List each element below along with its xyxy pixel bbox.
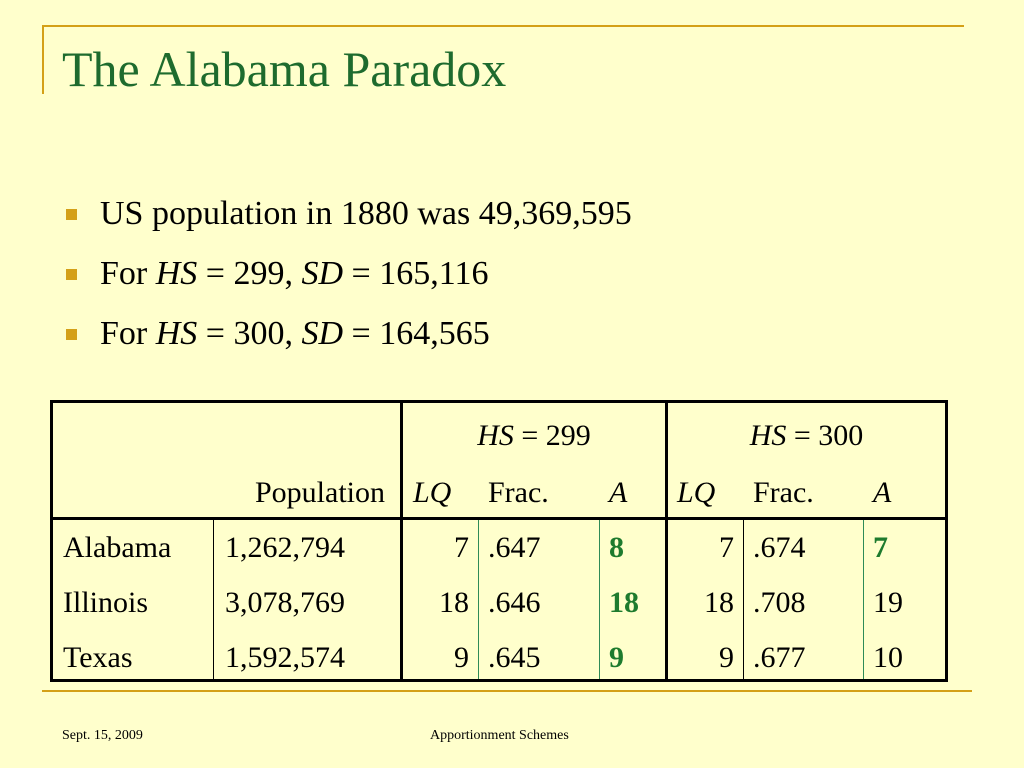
- cell-population: 1,262,794: [225, 531, 345, 564]
- cell-state: Texas: [63, 641, 133, 674]
- footer-rule: [42, 690, 972, 692]
- cell-a-highlight: 18: [609, 586, 639, 619]
- cell-population: 3,078,769: [225, 586, 345, 619]
- cell-a-highlight: 8: [609, 531, 624, 564]
- cell-population: 1,592,574: [225, 641, 345, 674]
- column-divider: [599, 520, 600, 679]
- bullet-item: [66, 250, 632, 310]
- header-population: Population: [254, 476, 385, 509]
- bullet-text-part: = 299,: [197, 255, 302, 292]
- header-lq: LQ: [677, 476, 716, 509]
- bullet-text: US population in 1880 was 49,369,595: [100, 195, 632, 232]
- bullet-square-icon: [66, 209, 77, 220]
- bullet-text-part: For: [100, 315, 156, 352]
- cell-lq: 18: [439, 586, 469, 619]
- bullet-text-part: = 300,: [197, 315, 302, 352]
- top-rule: [42, 25, 964, 27]
- cell-frac: .646: [488, 586, 541, 619]
- bullet-square-icon: [66, 269, 77, 280]
- cell-lq: 9: [719, 641, 734, 674]
- cell-state: Illinois: [63, 586, 149, 619]
- bullet-list: [66, 190, 632, 370]
- group-header-300: HS = 300: [749, 419, 864, 452]
- cell-frac: .645: [488, 641, 541, 674]
- cell-lq: 7: [454, 531, 469, 564]
- bullet-text-italic: SD: [301, 315, 344, 352]
- bullet-square-icon: [66, 329, 77, 340]
- cell-a: 19: [873, 586, 903, 619]
- column-divider: [213, 520, 214, 679]
- bullet-text-italic: HS: [155, 315, 198, 352]
- cell-lq: 9: [454, 641, 469, 674]
- cell-a-highlight: 7: [873, 531, 888, 564]
- bullet-text-italic: SD: [301, 255, 344, 292]
- footer-subject: Apportionment Schemes: [430, 728, 569, 743]
- cell-state: Alabama: [63, 531, 172, 564]
- header-a: A: [873, 476, 892, 509]
- cell-a: 10: [873, 641, 903, 674]
- header-divider: [53, 517, 945, 520]
- bullet-text-part: = 165,116: [343, 255, 489, 292]
- cell-frac: .647: [488, 531, 541, 564]
- column-divider: [743, 520, 744, 679]
- header-frac: Frac.: [488, 476, 549, 509]
- cell-lq: 18: [704, 586, 734, 619]
- bullet-item: [66, 310, 632, 370]
- header-a: A: [609, 476, 628, 509]
- footer-date: Sept. 15, 2009: [62, 728, 143, 743]
- cell-frac: .708: [753, 586, 806, 619]
- group-header-299: HS = 299: [477, 419, 591, 452]
- bullet-item: [66, 190, 632, 250]
- bullet-text-italic: HS: [155, 255, 198, 292]
- header-lq: LQ: [413, 476, 452, 509]
- bullet-text-part: For: [100, 255, 156, 292]
- slide-title: The Alabama Paradox: [62, 41, 507, 97]
- apportionment-table: [50, 400, 948, 682]
- bullet-text-part: = 164,565: [343, 315, 490, 352]
- left-accent-rule: [42, 26, 44, 94]
- header-frac: Frac.: [753, 476, 814, 509]
- column-divider: [478, 520, 479, 679]
- cell-a-highlight: 9: [609, 641, 624, 674]
- cell-frac: .674: [753, 531, 806, 564]
- cell-frac: .677: [753, 641, 806, 674]
- column-divider: [863, 520, 864, 679]
- cell-lq: 7: [719, 531, 734, 564]
